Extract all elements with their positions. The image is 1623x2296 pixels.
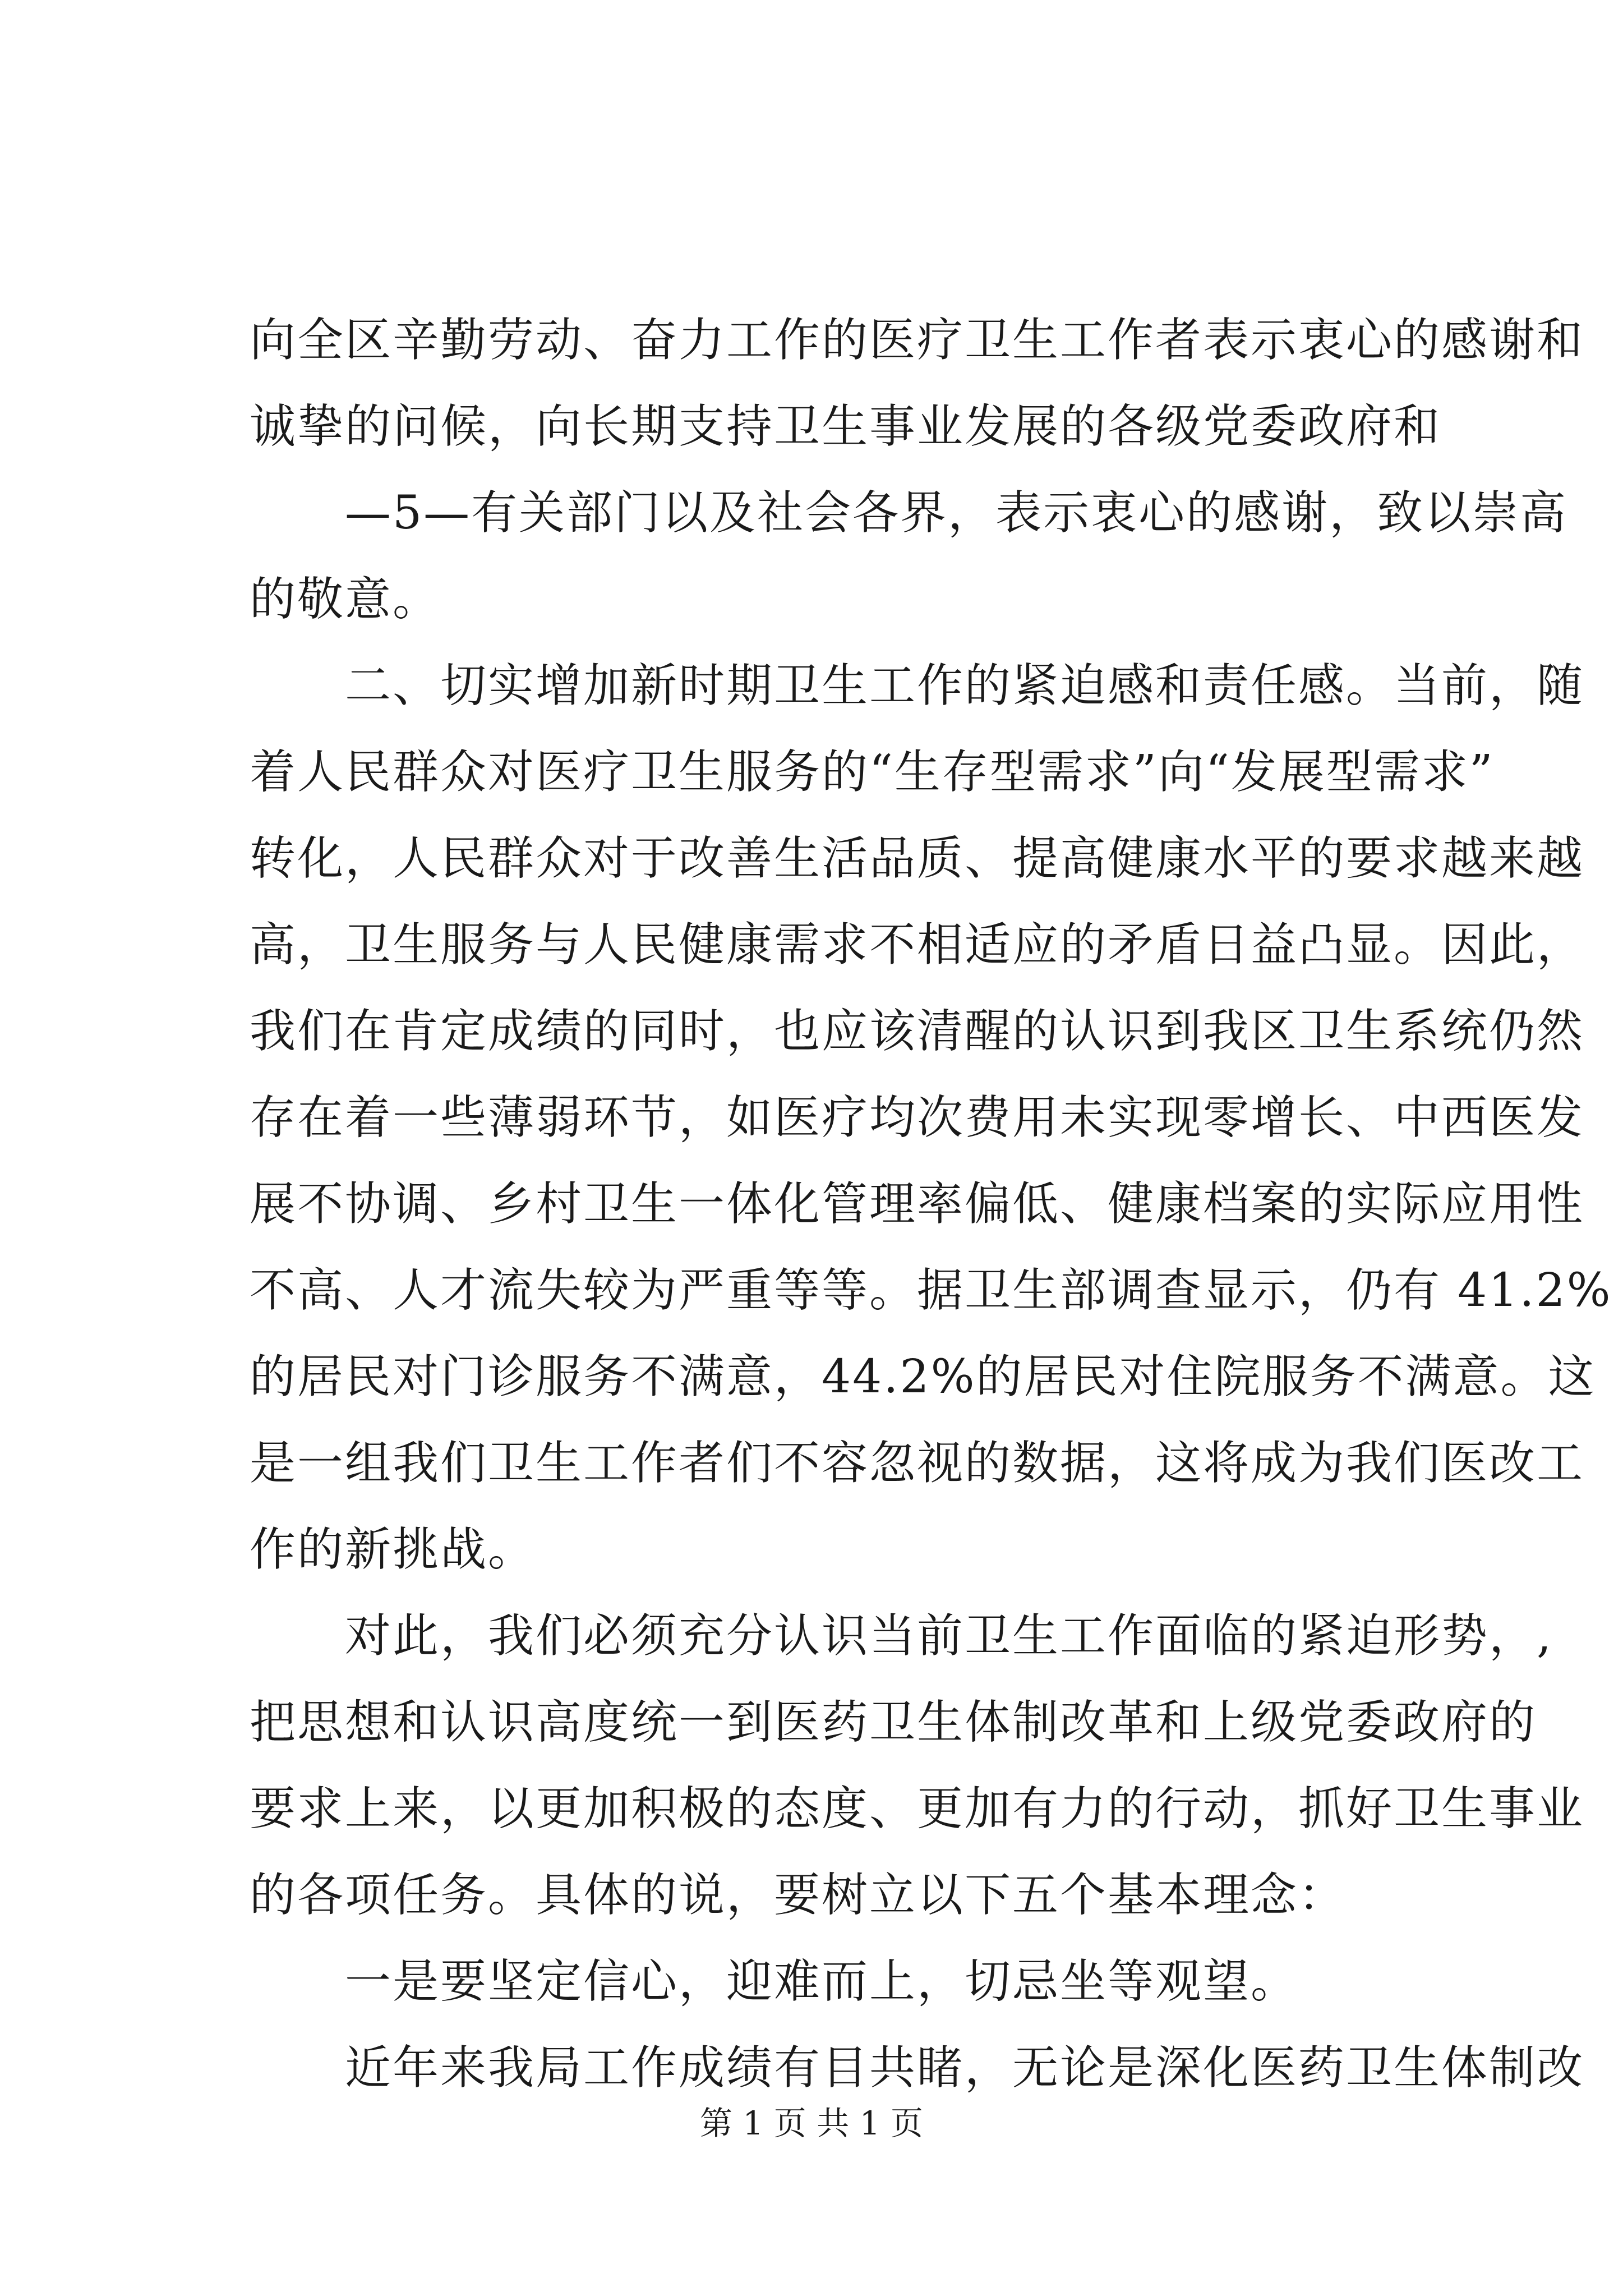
text-line: —5—有关部门以及社会各界，表示衷心的感谢，致以崇高 bbox=[345, 486, 1568, 540]
text-line: 把思想和认识高度统一到医药卫生体制改革和上级党委政府的 bbox=[250, 1696, 1537, 1749]
text-line: 高，卫生服务与人民健康需求不相适应的矛盾日益凸显。因此， bbox=[250, 918, 1585, 972]
text-line: 的各项任务。具体的说，要树立以下五个基本理念： bbox=[250, 1869, 1347, 1922]
text-line: 对此，我们必须充分认识当前卫生工作面临的紧迫形势，, bbox=[345, 1609, 1553, 1663]
text-line: 着人民群众对医疗卫生服务的“生存型需求”向“发展型需求” bbox=[250, 746, 1495, 799]
text-line: 不高、人才流失较为严重等等。据卫生部调查显示，仍有 41.2% bbox=[250, 1264, 1612, 1317]
text-line: 存在着一些薄弱环节，如医疗均次费用未实现零增长、中西医发 bbox=[250, 1091, 1585, 1144]
page-footer: 第 1 页 共 1 页 bbox=[700, 2104, 923, 2142]
text-line: 近年来我局工作成绩有目共睹，无论是深化医药卫生体制改 bbox=[345, 2041, 1585, 2095]
text-line: 是一组我们卫生工作者们不容忽视的数据，这将成为我们医改工 bbox=[250, 1437, 1585, 1490]
text-line: 我们在肯定成绩的同时，也应该清醒的认识到我区卫生系统仍然 bbox=[250, 1005, 1585, 1058]
text-line: 展不协调、乡村卫生一体化管理率偏低、健康档案的实际应用性 bbox=[250, 1177, 1585, 1231]
text-line: 二、切实增加新时期卫生工作的紧迫感和责任感。当前，随 bbox=[345, 659, 1585, 712]
text-line: 向全区辛勤劳动、奋力工作的医疗卫生工作者表示衷心的感谢和 bbox=[250, 314, 1585, 367]
text-line: 要求上来，以更加积极的态度、更加有力的行动，抓好卫生事业 bbox=[250, 1782, 1585, 1835]
text-line: 诚挚的问候，向长期支持卫生事业发展的各级党委政府和 bbox=[250, 400, 1442, 453]
text-line: 的敬意。 bbox=[250, 573, 441, 626]
text-line: 的居民对门诊服务不满意，44.2%的居民对住院服务不满意。这 bbox=[250, 1350, 1596, 1404]
text-line: 转化，人民群众对于改善生活品质、提高健康水平的要求越来越 bbox=[250, 832, 1585, 885]
body-text bbox=[250, 297, 1612, 2111]
text-line: 作的新挑战。 bbox=[250, 1523, 536, 1576]
text-line: 一是要坚定信心，迎难而上，切忌坐等观望。 bbox=[345, 1955, 1299, 2008]
